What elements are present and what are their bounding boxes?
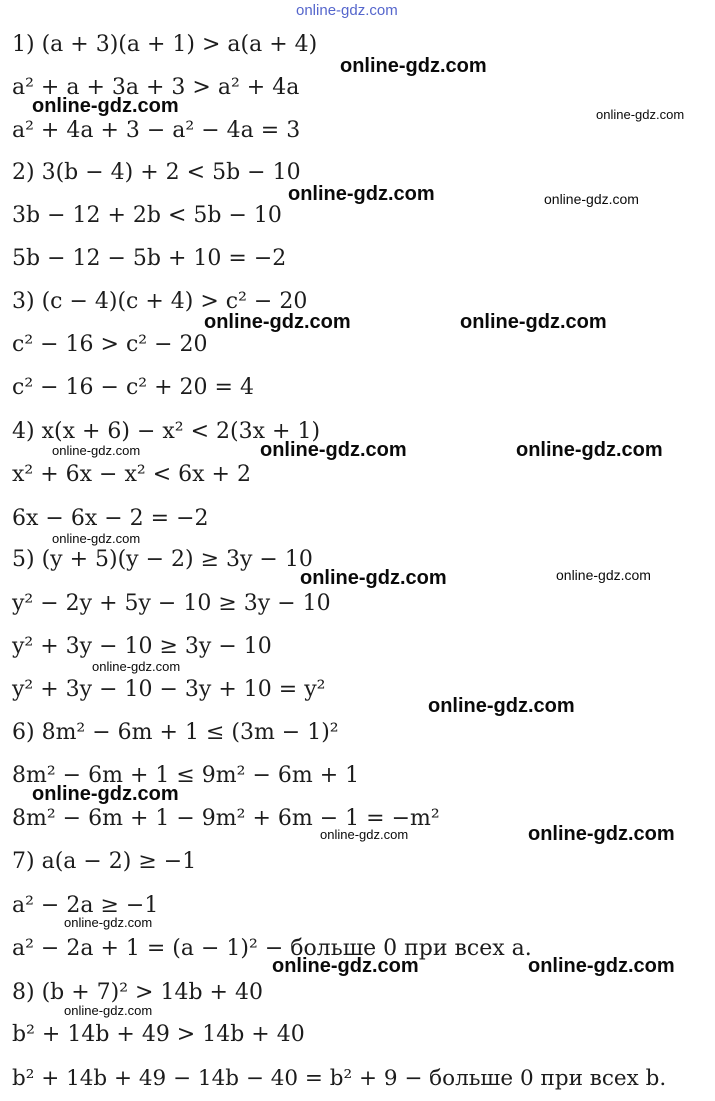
solution-line: b² + 14b + 49 > 14b + 40 [12,1022,305,1047]
watermark: online-gdz.com [204,311,351,333]
watermark: online-gdz.com [260,439,407,461]
solution-line: 2) 3(b − 4) + 2 < 5b − 10 [12,160,301,185]
solution-line: 6x − 6x − 2 = −2 [12,506,209,531]
watermark: online-gdz.com [272,955,419,977]
watermark: online-gdz.com [52,531,141,546]
solution-line: x² + 6x − x² < 6x + 2 [12,462,251,487]
solution-line: 5) (y + 5)(y − 2) ≥ 3y − 10 [12,547,313,572]
watermark: online-gdz.com [340,55,487,77]
solution-line: a² + a + 3a + 3 > a² + 4a [12,75,300,100]
solution-line: y² + 3y − 10 − 3y + 10 = y² [12,677,326,702]
solution-line: a² − 2a + 1 = (a − 1)² − больше 0 при всех a. [12,936,532,961]
solution-line: 8m² − 6m + 1 − 9m² + 6m − 1 = −m² [12,806,440,831]
watermark: online-gdz.com [32,783,179,805]
watermark: online-gdz.com [596,107,685,122]
solution-line: 3) (c − 4)(c + 4) > c² − 20 [12,289,308,314]
solution-line: 8m² − 6m + 1 ≤ 9m² − 6m + 1 [12,763,360,788]
solution-line: 5b − 12 − 5b + 10 = −2 [12,246,287,271]
watermark: online-gdz.com [52,443,141,458]
watermark: online-gdz.com [516,439,663,461]
solution-line: 6) 8m² − 6m + 1 ≤ (3m − 1)² [12,720,339,745]
watermark: online-gdz.com [320,827,409,842]
solution-line: y² − 2y + 5y − 10 ≥ 3y − 10 [12,591,331,616]
watermark: online-gdz.com [528,823,675,845]
solution-line: 8) (b + 7)² > 14b + 40 [12,980,263,1005]
solution-line: c² − 16 > c² − 20 [12,332,208,357]
watermark: online-gdz.com [64,915,153,930]
watermark: online-gdz.com [296,2,398,19]
watermark: online-gdz.com [544,191,639,207]
watermark: online-gdz.com [64,1003,153,1018]
watermark: online-gdz.com [528,955,675,977]
watermark: online-gdz.com [428,695,575,717]
solution-line: c² − 16 − c² + 20 = 4 [12,375,254,400]
solution-line: y² + 3y − 10 ≥ 3y − 10 [12,634,272,659]
solution-line: a² − 2a ≥ −1 [12,893,159,918]
watermark: online-gdz.com [460,311,607,333]
watermark: online-gdz.com [32,95,179,117]
watermark: online-gdz.com [92,659,181,674]
solution-line: 4) x(x + 6) − x² < 2(3x + 1) [12,419,321,444]
solution-line: 7) a(a − 2) ≥ −1 [12,849,197,874]
solution-line: 1) (a + 3)(a + 1) > a(a + 4) [12,32,318,57]
watermark: online-gdz.com [288,183,435,205]
watermark: online-gdz.com [556,567,651,583]
solution-line: b² + 14b + 49 − 14b − 40 = b² + 9 − больше 0 при всех b. [12,1066,667,1091]
watermark: online-gdz.com [300,567,447,589]
solution-line: 3b − 12 + 2b < 5b − 10 [12,203,282,228]
solution-line: a² + 4a + 3 − a² − 4a = 3 [12,118,301,143]
